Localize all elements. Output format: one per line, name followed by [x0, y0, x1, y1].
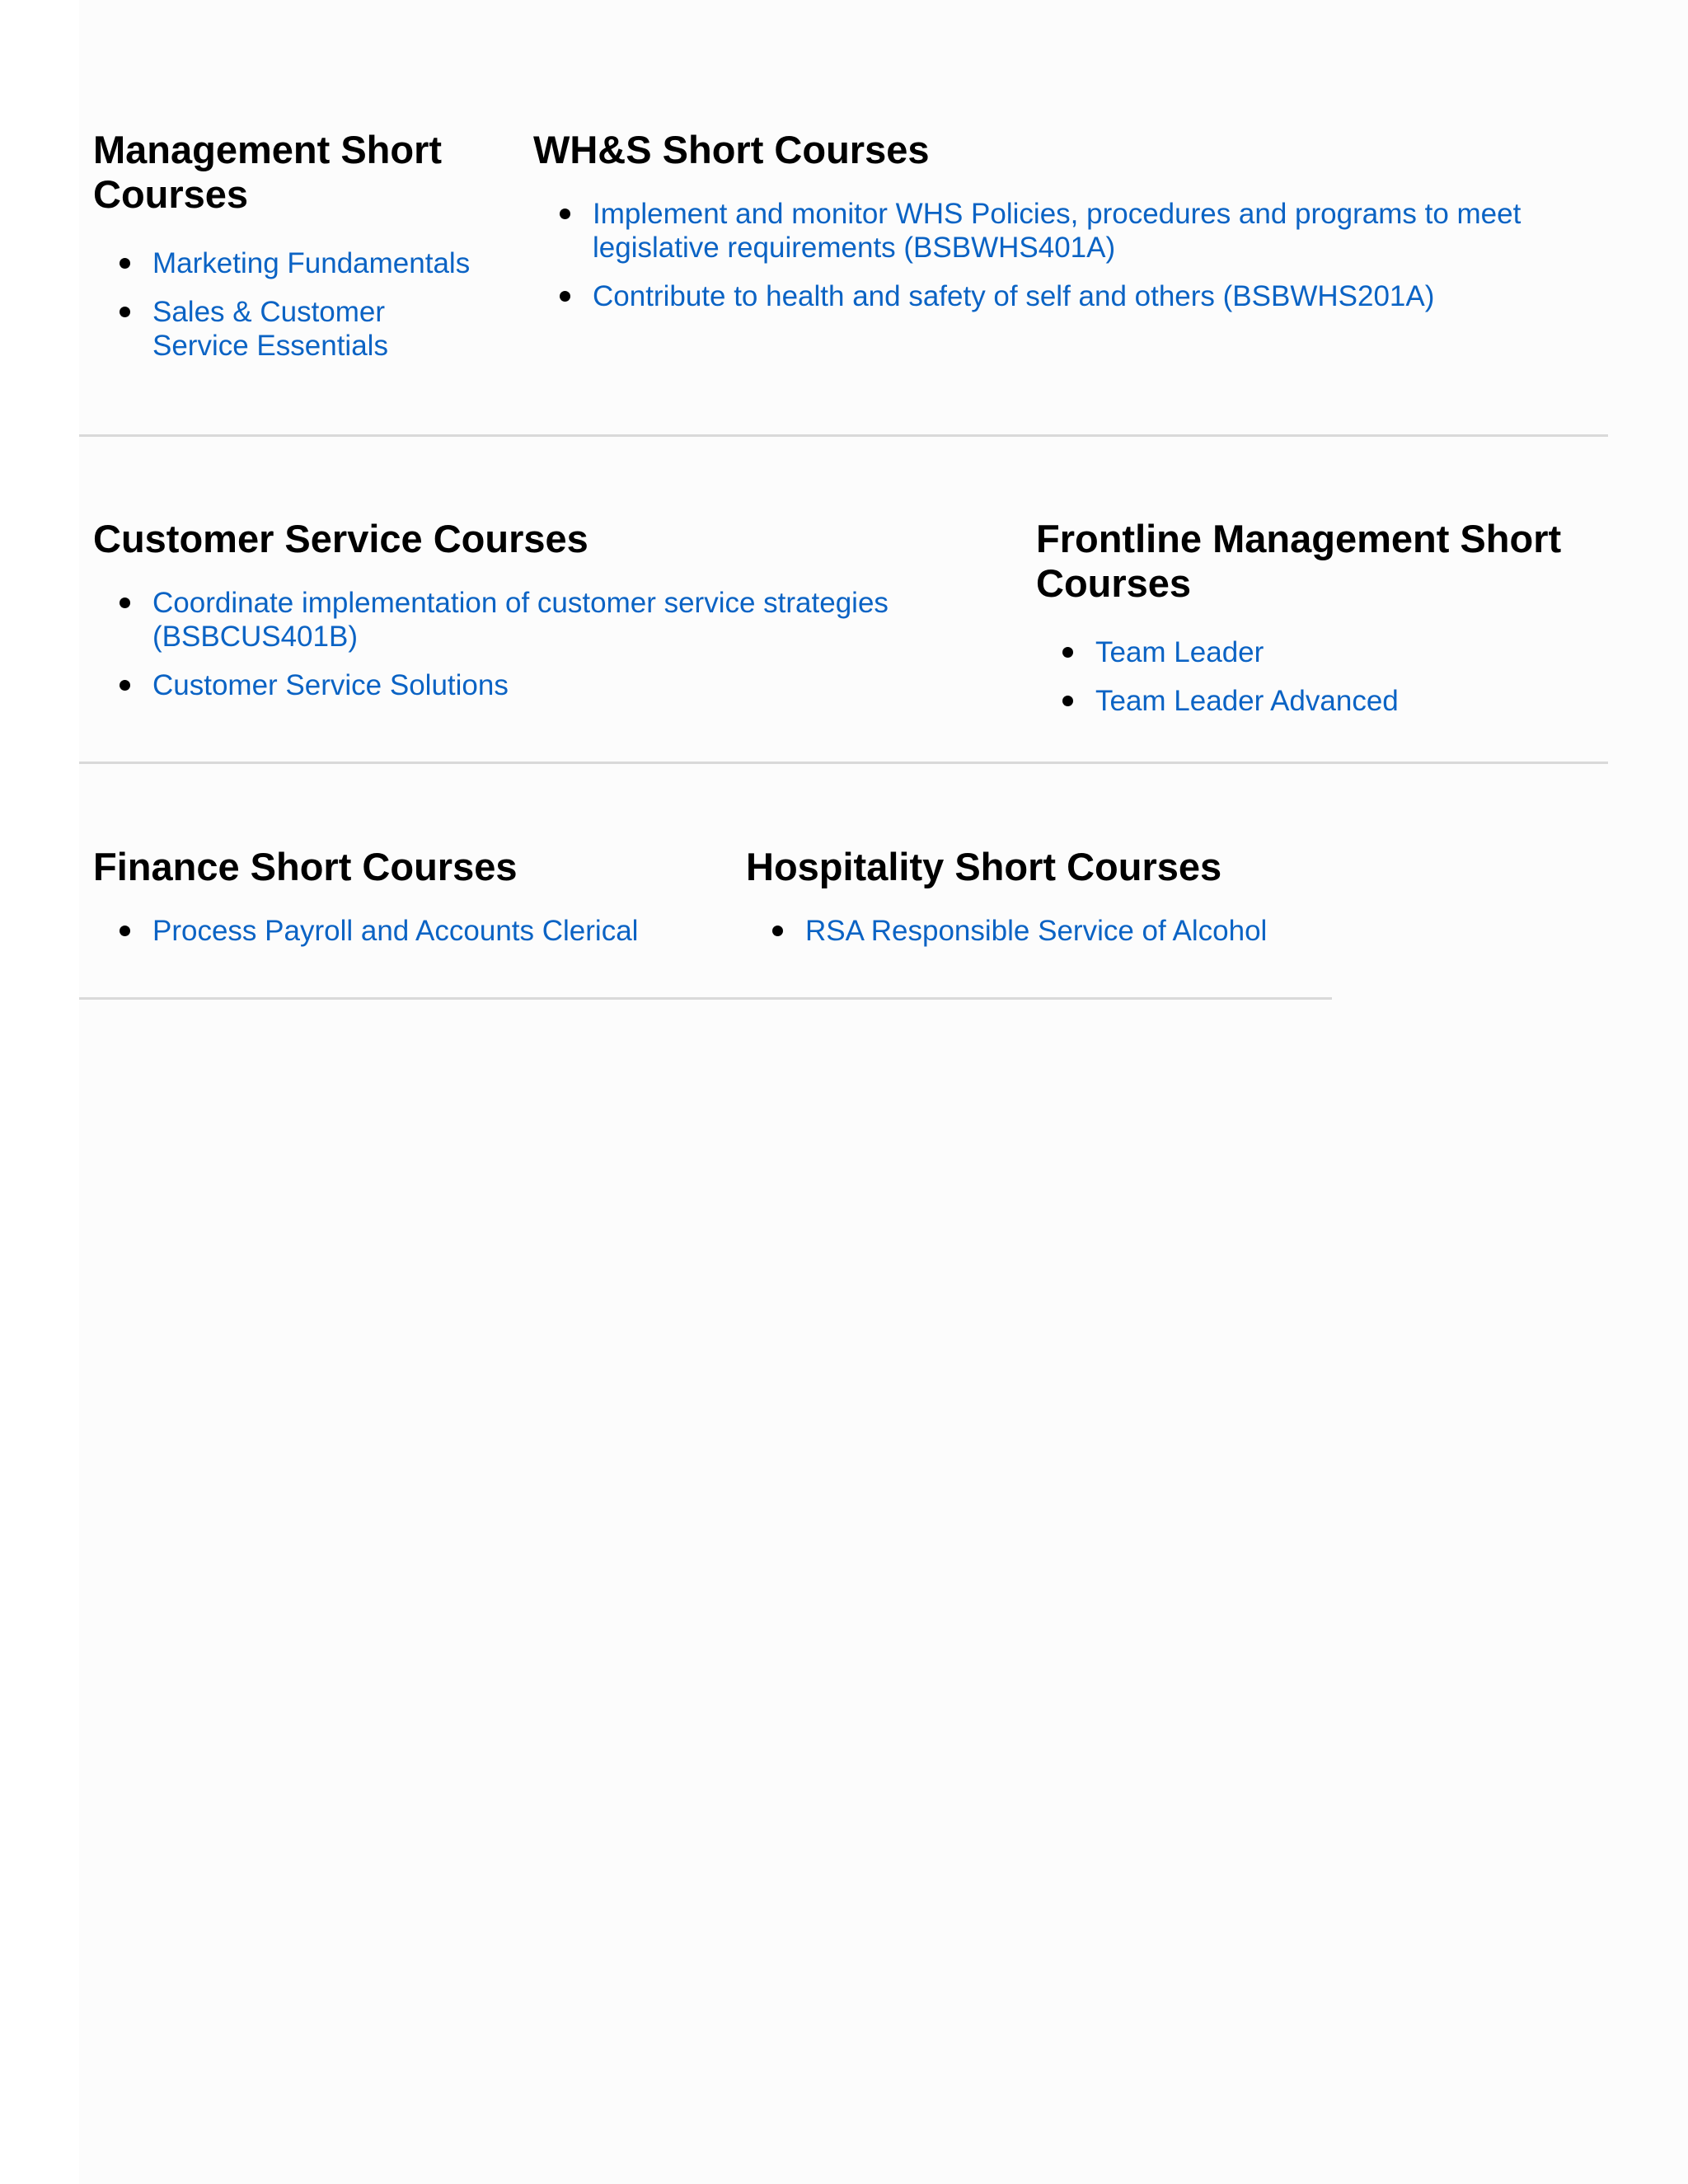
course-link-bsbcus401b[interactable]: Coordinate implementation of customer service strategies (BSBCUS401B)	[152, 587, 889, 653]
customer-service-section	[93, 517, 983, 717]
list-item	[93, 586, 983, 654]
list-item	[533, 279, 1588, 313]
course-link-bsbwhs201a[interactable]: Contribute to health and safety of self and others (BSBWHS201A)	[593, 280, 1435, 312]
course-list	[533, 197, 1588, 313]
section-title: Hospitality Short Courses	[746, 845, 1222, 888]
list-item	[746, 914, 1323, 948]
course-link-rsa[interactable]: RSA Responsible Service of Alcohol	[805, 915, 1268, 947]
list-item	[93, 668, 983, 702]
course-list	[1036, 635, 1597, 718]
management-section	[93, 128, 481, 377]
course-link-marketing-fundamentals[interactable]: Marketing Fundamentals	[152, 247, 471, 279]
course-link-team-leader-advanced[interactable]: Team Leader Advanced	[1095, 685, 1399, 717]
section-title: Finance Short Courses	[93, 845, 518, 888]
course-link-customer-service-solutions[interactable]: Customer Service Solutions	[152, 669, 509, 701]
course-link-bsbwhs401a[interactable]: Implement and monitor WHS Policies, procedures and programs to meet legislative requirements (BSBWHS401A)	[593, 198, 1522, 264]
list-item	[93, 295, 481, 363]
course-link-team-leader[interactable]: Team Leader	[1095, 636, 1264, 668]
list-item	[1036, 635, 1597, 669]
hospitality-section	[746, 845, 1323, 963]
course-row-1	[79, 128, 1608, 437]
section-title: WH&S Short Courses	[533, 128, 930, 171]
list-item	[1036, 684, 1597, 718]
course-list	[746, 914, 1323, 948]
list-item	[93, 914, 720, 948]
section-title: Frontline Management Short Courses	[1036, 517, 1562, 605]
finance-section	[93, 845, 720, 963]
course-list	[93, 914, 720, 948]
course-link-sales-customer-service[interactable]: Sales & Customer Service Essentials	[152, 296, 388, 362]
course-row-2	[79, 517, 1608, 764]
section-title: Management Short Courses	[93, 128, 443, 216]
section-title: Customer Service Courses	[93, 517, 588, 560]
list-item	[93, 246, 481, 280]
course-list	[93, 246, 481, 363]
list-item	[533, 197, 1588, 265]
course-list	[93, 586, 983, 702]
course-row-3	[79, 845, 1332, 1000]
whs-section	[533, 128, 1588, 328]
course-link-payroll-accounts[interactable]: Process Payroll and Accounts Clerical	[152, 915, 639, 947]
frontline-management-section	[1036, 517, 1597, 733]
